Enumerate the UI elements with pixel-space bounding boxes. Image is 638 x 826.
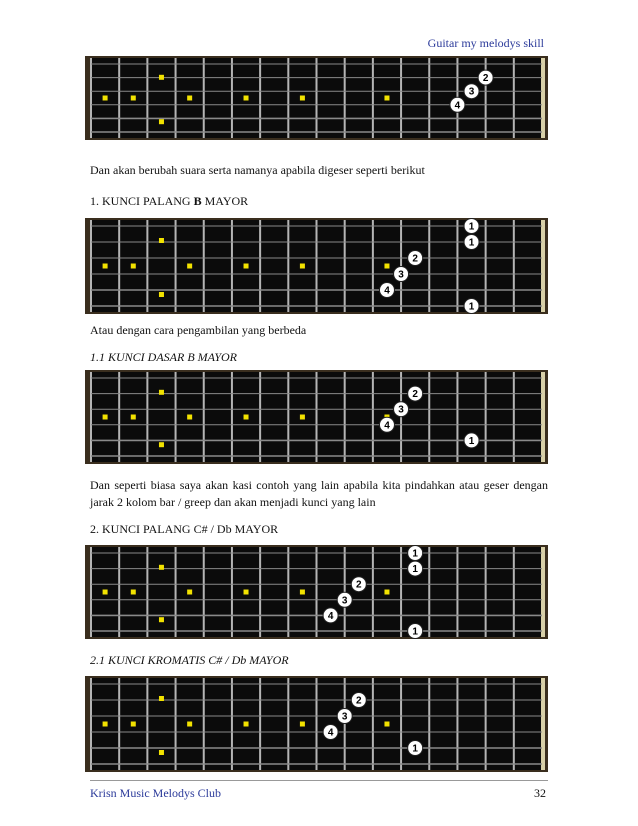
fret-inlay	[159, 75, 164, 80]
fret-wire	[316, 678, 318, 770]
fret-wire	[400, 58, 402, 138]
fret-wire	[287, 547, 289, 637]
fret-wire	[146, 58, 148, 138]
fret-wire	[287, 678, 289, 770]
fret-wire	[541, 547, 545, 637]
paragraph-shift-intro: Dan akan berubah suara serta namanya apabila digeser seperti berikut	[90, 163, 425, 177]
finger-marker	[379, 283, 394, 298]
fret-wire	[175, 678, 177, 770]
fret-inlay	[187, 415, 192, 420]
page-number: 32	[534, 786, 546, 800]
finger-number: 3	[341, 595, 348, 607]
fret-wire	[372, 372, 374, 462]
fret-wire	[118, 547, 120, 637]
fret-wire	[90, 220, 92, 312]
fret-wire	[541, 58, 545, 138]
fret-wire	[231, 220, 233, 312]
footer-divider	[90, 780, 548, 781]
fret-wire	[400, 678, 402, 770]
heading-kunci-palang-cs: 2. KUNCI PALANG C# / Db MAYOR	[90, 522, 279, 536]
fret-wire	[259, 220, 261, 312]
fretboard-diagram-2	[85, 218, 548, 314]
fret-wire	[485, 678, 487, 770]
heading-prefix: 1. KUNCI PALANG	[90, 194, 194, 208]
fret-inlay	[159, 119, 164, 124]
fret-wire	[428, 678, 430, 770]
finger-number: 1	[468, 435, 475, 447]
finger-marker	[464, 219, 479, 234]
finger-marker	[323, 608, 338, 623]
fret-inlay	[103, 590, 108, 595]
fret-wire	[316, 372, 318, 462]
finger-marker	[450, 97, 465, 112]
finger-number: 3	[398, 269, 404, 281]
finger-marker	[351, 693, 366, 708]
finger-marker	[337, 592, 352, 607]
fret-wire	[118, 678, 120, 770]
fret-inlay	[131, 264, 136, 269]
finger-marker	[464, 84, 479, 99]
finger-marker	[464, 235, 479, 250]
finger-marker	[408, 741, 423, 756]
fret-wire	[175, 372, 177, 462]
finger-number: 4	[384, 285, 390, 297]
fret-wire	[146, 372, 148, 462]
fret-inlay	[300, 96, 305, 101]
paragraph-example: Dan seperti biasa saya akan kasi contoh yang lain apabila kita pindahkan atau geser dengan jarak 2 kolom bar / greep dan akan menjadi kunci yang lain	[90, 478, 548, 509]
finger-marker	[408, 624, 423, 639]
fret-inlay	[131, 590, 136, 595]
fret-inlay	[159, 442, 164, 447]
fret-wire	[259, 678, 261, 770]
heading-kunci-palang-b	[90, 193, 548, 210]
fret-wire	[513, 220, 515, 312]
fret-inlay	[103, 264, 108, 269]
fret-wire	[428, 58, 430, 138]
fret-inlay	[187, 722, 192, 727]
finger-number: 3	[398, 404, 404, 416]
fret-wire	[316, 58, 318, 138]
fret-inlay	[103, 415, 108, 420]
finger-number: 1	[468, 301, 475, 313]
fret-inlay	[159, 696, 164, 701]
finger-marker	[323, 725, 338, 740]
fret-inlay	[103, 722, 108, 727]
fret-inlay	[384, 96, 389, 101]
fret-inlay	[131, 415, 136, 420]
finger-number: 2	[412, 253, 418, 265]
fret-wire	[203, 678, 205, 770]
fretboard-diagram-5	[85, 676, 548, 772]
fret-wire	[344, 58, 346, 138]
fret-inlay	[244, 722, 249, 727]
fret-inlay	[300, 264, 305, 269]
finger-number: 3	[468, 86, 475, 98]
fret-wire	[90, 58, 92, 138]
finger-marker	[464, 433, 479, 448]
fret-inlay	[159, 750, 164, 755]
fret-wire	[428, 547, 430, 637]
fret-wire	[372, 58, 374, 138]
fret-wire	[118, 58, 120, 138]
finger-number: 1	[412, 743, 418, 755]
fretboard-diagram-4	[85, 545, 548, 639]
fret-wire	[541, 678, 545, 770]
finger-marker	[351, 577, 366, 592]
fret-wire	[203, 58, 205, 138]
fret-wire	[485, 220, 487, 312]
fret-wire	[118, 372, 120, 462]
fret-wire	[372, 220, 374, 312]
finger-marker	[408, 251, 423, 266]
fret-inlay	[244, 590, 249, 595]
finger-marker	[408, 561, 423, 576]
fret-inlay	[159, 390, 164, 395]
fret-wire	[146, 678, 148, 770]
finger-marker	[408, 386, 423, 401]
finger-number: 2	[482, 73, 489, 85]
fret-wire	[203, 372, 205, 462]
finger-marker	[379, 417, 394, 432]
fret-inlay	[244, 264, 249, 269]
fretboard-diagram-1	[85, 56, 548, 140]
heading-chord-letter: B	[193, 194, 202, 208]
heading-kunci-kromatis-cs: 2.1 KUNCI KROMATIS C# / Db MAYOR	[90, 653, 289, 667]
finger-number: 4	[327, 727, 334, 739]
finger-marker	[478, 70, 493, 85]
fret-wire	[344, 372, 346, 462]
footer-club-name: Krisn Music Melodys Club	[90, 786, 222, 800]
fret-wire	[203, 220, 205, 312]
finger-number: 1	[412, 626, 418, 638]
fret-wire	[428, 372, 430, 462]
fret-inlay	[300, 415, 305, 420]
fret-wire	[400, 547, 402, 637]
fret-wire	[118, 220, 120, 312]
fret-inlay	[384, 722, 389, 727]
finger-number: 1	[412, 564, 418, 576]
fret-wire	[456, 547, 458, 637]
fret-wire	[428, 220, 430, 312]
fret-wire	[175, 58, 177, 138]
fret-inlay	[159, 238, 164, 243]
finger-number: 1	[412, 548, 418, 560]
heading-kunci-dasar-b: 1.1 KUNCI DASAR B MAYOR	[90, 350, 237, 364]
fret-wire	[485, 547, 487, 637]
fret-inlay	[131, 722, 136, 727]
finger-number: 1	[468, 237, 475, 249]
fret-inlay	[159, 617, 164, 622]
fret-wire	[90, 678, 92, 770]
finger-number: 4	[384, 420, 390, 432]
fret-wire	[146, 220, 148, 312]
fret-inlay	[187, 590, 192, 595]
fret-wire	[90, 547, 92, 637]
fretboard-diagram-3	[85, 370, 548, 464]
fret-wire	[287, 220, 289, 312]
finger-marker	[337, 709, 352, 724]
fret-inlay	[187, 96, 192, 101]
fret-wire	[175, 220, 177, 312]
fret-wire	[231, 372, 233, 462]
finger-number: 4	[454, 100, 461, 112]
fret-inlay	[187, 264, 192, 269]
fret-wire	[513, 678, 515, 770]
fret-wire	[287, 58, 289, 138]
fret-wire	[372, 547, 374, 637]
fret-wire	[456, 220, 458, 312]
fret-wire	[513, 372, 515, 462]
finger-marker	[408, 546, 423, 561]
fret-wire	[513, 58, 515, 138]
fret-wire	[456, 372, 458, 462]
finger-number: 4	[327, 610, 334, 622]
finger-marker	[394, 267, 409, 282]
fret-inlay	[244, 96, 249, 101]
finger-number: 2	[356, 695, 362, 707]
finger-number: 2	[412, 389, 418, 401]
fret-wire	[259, 372, 261, 462]
fret-wire	[541, 220, 545, 312]
fret-wire	[541, 372, 545, 462]
fret-wire	[287, 372, 289, 462]
fret-wire	[231, 58, 233, 138]
fret-inlay	[384, 264, 389, 269]
fret-wire	[259, 547, 261, 637]
fret-wire	[456, 678, 458, 770]
paragraph-alternative: Atau dengan cara pengambilan yang berbeda	[90, 323, 307, 337]
fret-wire	[316, 220, 318, 312]
fret-inlay	[159, 292, 164, 297]
fret-wire	[175, 547, 177, 637]
finger-marker	[394, 402, 409, 417]
fret-inlay	[103, 96, 108, 101]
fret-wire	[513, 547, 515, 637]
finger-marker	[464, 299, 479, 314]
fret-inlay	[244, 415, 249, 420]
fret-wire	[231, 547, 233, 637]
finger-number: 1	[468, 221, 475, 233]
fret-wire	[344, 220, 346, 312]
fret-inlay	[300, 590, 305, 595]
fret-inlay	[159, 565, 164, 570]
finger-number: 2	[356, 579, 362, 591]
fret-inlay	[131, 96, 136, 101]
fret-inlay	[300, 722, 305, 727]
fret-inlay	[384, 590, 389, 595]
fret-wire	[372, 678, 374, 770]
fret-wire	[316, 547, 318, 637]
fret-wire	[146, 547, 148, 637]
fret-wire	[485, 372, 487, 462]
finger-number: 3	[341, 711, 348, 723]
fret-wire	[231, 678, 233, 770]
heading-suffix: MAYOR	[201, 194, 249, 208]
fret-wire	[90, 372, 92, 462]
running-header: Guitar my melodys skill	[427, 36, 544, 50]
fret-wire	[203, 547, 205, 637]
fret-wire	[259, 58, 261, 138]
